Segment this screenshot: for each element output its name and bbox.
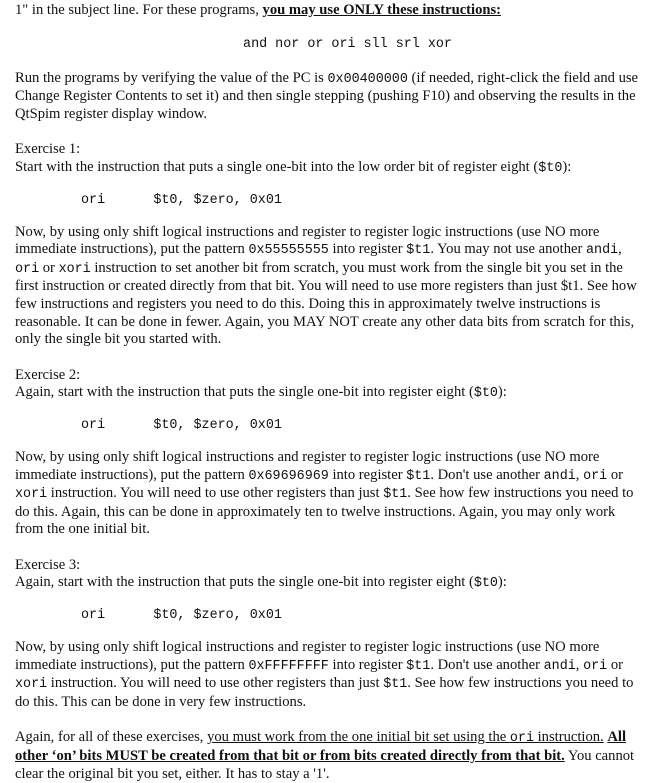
exercise-2-start: [15, 384, 640, 403]
exercise-2-pattern: 0x69696969: [248, 468, 329, 484]
exercise-2-target-reg: $t1: [406, 468, 431, 484]
exercise-2-body-3: . Don't use another: [430, 466, 544, 483]
exercise-2-start-text: Again, start with the instruction that puts the single one-bit into register eight (: [15, 384, 474, 401]
exercise-2-code-args: $t0, $zero, 0x01: [153, 417, 282, 433]
exercise-3-code: [15, 607, 640, 625]
exercise-3-body-3: . Don't use another: [430, 656, 544, 673]
exercise-2-andi: andi: [543, 468, 576, 484]
exercise-1-body-2: into register: [328, 241, 407, 258]
exercise-1-title: Exercise 1:: [15, 141, 81, 158]
exercise-2-body-5: . See how few instructions you need to do this. Again, this can be done in approximately ten to twelve instructions. Again, you may only work from the one initial bit.: [15, 485, 634, 538]
exercise-1-code: [15, 192, 640, 210]
exercise-3-body-2: into register: [328, 656, 407, 673]
exercise-2-title: Exercise 2:: [15, 366, 81, 383]
exercise-3-ori: ori: [583, 658, 608, 674]
exercise-3-start-text: Again, start with the instruction that puts the single one-bit into register eight (: [15, 574, 474, 591]
closing-text-1: Again, for all of these exercises,: [15, 729, 208, 746]
intro-line: [15, 2, 640, 20]
exercise-1-andi: andi: [586, 243, 619, 259]
exercise-1-xori: xori: [58, 261, 91, 277]
closing-emphasis-text: you must work from the one initial bit set using the: [207, 729, 510, 746]
run-text-2: (if needed, right-click the field and use Change Register Contents to set it) and then single stepping (pushing F10) and observing the results in the QtSpim register display window.: [15, 69, 639, 122]
allowed-instructions: and nor or ori sll srl xor: [243, 36, 452, 52]
exercise-3-andi: andi: [543, 658, 576, 674]
exercise-1-body: [15, 224, 640, 349]
exercise-3-title: Exercise 3:: [15, 556, 81, 573]
exercise-2-start-reg: $t0: [473, 386, 498, 402]
closing-text-3: You cannot clear the original bit you set, either. It has to stay a '1'.: [15, 748, 635, 782]
exercise-3-body-1: Now, by using only shift logical instructions and register to register logic instructions (use NO more immediate instructions), put the pattern: [15, 639, 600, 673]
exercise-1-ori: ori: [15, 261, 40, 277]
exercise-3-start: [15, 574, 640, 593]
exercise-2-start-end: ):: [497, 384, 507, 401]
exercise-3-code-op: ori: [81, 608, 106, 624]
exercise-1-body-1: Now, by using only shift logical instructions and register to register logic instructions (use NO more immediate instructions), put the pattern: [15, 223, 600, 258]
pc-value: 0x00400000: [327, 71, 408, 87]
closing-paragraph: [15, 729, 640, 783]
exercise-1-body-3: . You may not use another: [430, 241, 587, 258]
closing-emphasis: [207, 729, 604, 745]
exercise-3-xori: xori: [15, 677, 48, 693]
exercise-2-ori: ori: [583, 468, 608, 484]
exercise-3-body: [15, 639, 640, 711]
exercise-2-other-reg: $t1: [383, 487, 408, 503]
exercise-3-code-args: $t0, $zero, 0x01: [153, 608, 282, 624]
exercise-2-code: [15, 417, 640, 435]
exercise-2-code-op: ori: [81, 417, 106, 433]
exercise-2-comma: ,: [575, 466, 584, 483]
exercise-1-code-op: ori: [81, 192, 106, 208]
intro-line-text: 1" in the subject line. For these programs,: [15, 2, 263, 18]
exercise-1-start-text: Start with the instruction that puts a single one-bit into the low order bit of register eight (: [15, 158, 539, 175]
exercise-2-body-2: into register: [328, 466, 407, 483]
exercise-1-comma: ,: [618, 241, 622, 258]
run-instructions: [15, 70, 640, 124]
closing-emphasis-end: instruction.: [533, 729, 604, 746]
document-page: [15, 0, 640, 783]
exercise-1-start-end: ):: [562, 158, 572, 175]
exercise-1-start-reg: $t0: [538, 160, 563, 176]
closing-rule: All other ‘on’ bits MUST be created from that bit or from bits created directly from that bit.: [15, 729, 627, 765]
closing-ori: ori: [509, 731, 534, 747]
exercise-2-or: or: [607, 466, 623, 483]
exercise-2-body-4: instruction. You will need to use other registers than just: [47, 485, 384, 502]
exercise-1-body-4: instruction to set another bit from scratch, you must work from the single bit you set in the first instruction or created directly from that bit. You will need to use more registers than just $t1. See how few instructions and registers you need to do this. Doing this in approximately twelve instructions is reasonable. It can be done in fewer. Again, you MAY NOT create any other data bits from scratch for this, only the single bit you started with.: [15, 259, 637, 348]
exercise-2-body: [15, 449, 640, 539]
exercise-3-comma: ,: [575, 656, 584, 673]
exercise-3-start-reg: $t0: [473, 576, 498, 592]
exercise-1-or: or: [39, 259, 59, 276]
exercise-3-other-reg: $t1: [383, 677, 408, 693]
exercise-1-pattern: 0x55555555: [248, 243, 329, 259]
run-text-1: Run the programs by verifying the value of the PC is: [15, 69, 328, 86]
exercise-2-body-1: Now, by using only shift logical instructions and register to register logic instructions (use NO more immediate instructions), put the pattern: [15, 448, 600, 483]
exercise-2-xori: xori: [15, 487, 48, 503]
exercise-3-body-4: instruction. You will need to use other registers than just: [47, 675, 384, 692]
exercise-1-code-args: $t0, $zero, 0x01: [153, 192, 282, 208]
exercise-3-pattern: 0xFFFFFFFF: [248, 658, 329, 674]
exercise-1-target-reg: $t1: [406, 243, 431, 259]
exercise-3-target-reg: $t1: [406, 658, 431, 674]
exercise-3-or: or: [607, 656, 623, 673]
exercise-3-start-end: ):: [497, 574, 507, 591]
exercise-1-start: [15, 159, 640, 178]
instructions-heading: you may use ONLY these instructions:: [262, 2, 502, 18]
exercise-3-body-5: . See how few instructions you need to do this. This can be done in very few instructions.: [15, 675, 634, 710]
